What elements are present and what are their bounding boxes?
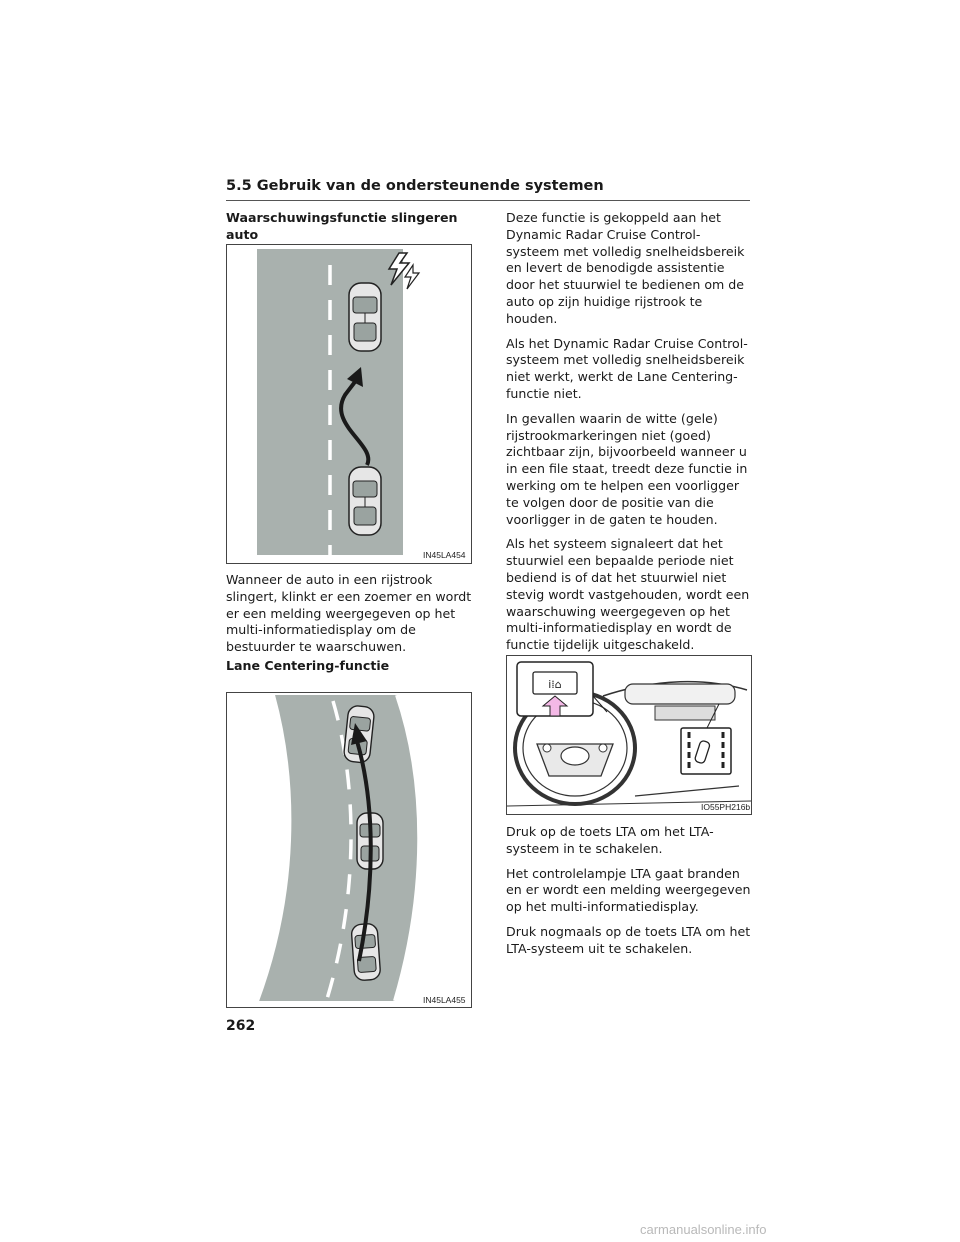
heading-sway-warning: Waarschuwingsfunctie slingeren auto	[226, 210, 458, 242]
right-column-text-lower	[506, 824, 752, 966]
section-header: 5.5 Gebruik van de ondersteunende systemen	[226, 178, 604, 194]
lane-centering-illustration	[227, 693, 471, 1007]
paragraph: Druk nogmaals op de toets LTA om het LTA-systeem uit te schakelen.	[506, 923, 751, 956]
paragraph: Druk op de toets LTA om het LTA-systeem in te schakelen.	[506, 824, 714, 856]
paragraph: Als het systeem signaleert dat het stuurwiel een bepaalde periode niet bediend is of dat het stuurwiel niet stevig wordt vastgehouden, wordt een waarschuwing weergegeven op het multi-informatiedisplay en wordt de functie tijdelijk uitgeschakeld.	[506, 536, 750, 653]
air-vent	[655, 706, 715, 720]
figure-lane-centering	[226, 692, 472, 1008]
road-surface	[255, 249, 405, 555]
figure-code: IN45LA454	[423, 550, 466, 560]
paragraph: Deze functie is gekoppeld aan het Dynamic Radar Cruise Control-systeem met volledig snelheidsbereik en levert de benodigde assistentie door het stuurwiel te bedienen om de auto op zijn huidige rijstrook te houden.	[506, 210, 745, 326]
sway-illustration	[227, 245, 471, 563]
header-rule	[226, 200, 750, 201]
paragraph-sway: Wanneer de auto in een rijstrook slingert, klinkt er een zoemer en wordt er een melding weergegeven op het multi-informatiedisplay om de bestuurder te waarschuwen.	[226, 572, 472, 655]
paragraph: Als het Dynamic Radar Cruise Control-systeem met volledig snelheidsbereik niet werkt, werkt de Lane Centering-functie niet.	[506, 335, 748, 401]
figure-code: IN45LA455	[423, 995, 466, 1005]
horn-pad	[561, 747, 589, 765]
figure-code: IO55PH216b	[701, 802, 751, 812]
watermark: carmanualsonline.info	[640, 1222, 767, 1237]
heading-lane-centering: Lane Centering-functie	[226, 658, 390, 673]
figure-sway-warning	[226, 244, 472, 564]
car-icon	[349, 283, 381, 351]
paragraph: Het controlelampje LTA gaat branden en er wordt een melding weergegeven op het multi-informatiedisplay.	[506, 865, 751, 915]
figure-lta-button	[506, 655, 752, 815]
right-column-text	[506, 210, 752, 687]
paragraph: In gevallen waarin de witte (gele) rijstrookmarkeringen niet (goed) zichtbaar zijn, bijvoorbeeld wanneer u in een file staat, treedt deze functie in werking om te helpen een voorligger te volgen door de positie van die voorligger in de gaten te houden.	[506, 410, 748, 527]
car-icon	[349, 467, 381, 535]
instrument-panel	[625, 684, 735, 704]
page-number: 262	[226, 1018, 256, 1034]
dashboard-illustration	[507, 656, 751, 814]
svg-text:i⁞⌂: i⁞⌂	[548, 678, 562, 691]
